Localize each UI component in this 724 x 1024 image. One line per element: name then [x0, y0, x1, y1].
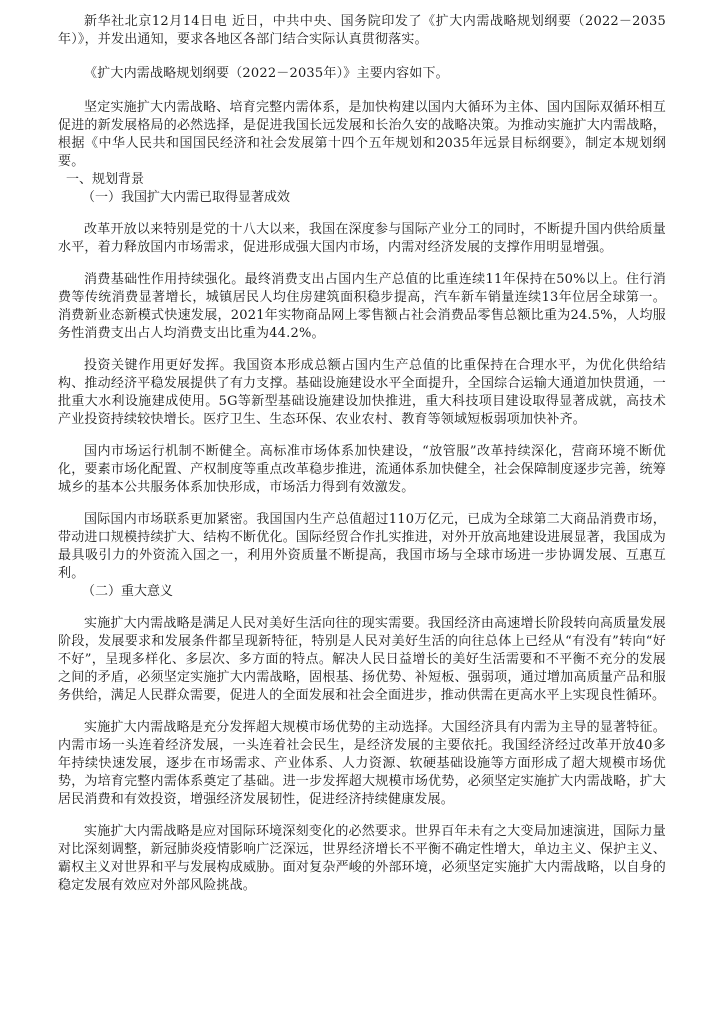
body-paragraph: 消费基础性作用持续强化。最终消费支出占国内生产总值的比重连续11年保持在50%以上。住行消费等传统消费显著增长，城镇居民人均住房建筑面积稳步提高，汽车新车销量连续13年位居全球第一。消费新业态新模式快速发展，2021年实物商品网上零售额占社会消费品零售总额比重为24.5%，人均服务性消费支出占人均消费支出比重为44.2%。 — [58, 272, 666, 341]
body-paragraph: 实施扩大内需战略是应对国际环境深刻变化的必然要求。世界百年未有之大变局加速演进，国际力量对比深刻调整，新冠肺炎疫情影响广泛深远，世界经济增长不平衡不确定性增大，单边主义、保护主义、霸权主义对世界和平与发展构成威胁。面对复杂严峻的外部环境，必须坚定实施扩大内需战略，以自身的稳定发展有效应对外部风险挑战。 — [58, 824, 666, 893]
body-paragraph: 改革开放以来特别是党的十八大以来，我国在深度参与国际产业分工的同时，不断提升国内供给质量水平，着力释放国内市场需求，促进形成强大国内市场，内需对经济发展的支撑作用明显增强。 — [58, 222, 666, 255]
body-paragraph: 实施扩大内需战略是充分发挥超大规模市场优势的主动选择。大国经济具有内需为主导的显著特征。内需市场一头连着经济发展，一头连着社会民生，是经济发展的主要依托。我国经济经过改革开放40多年持续快速发展，逐步在市场需求、产业体系、人力资源、软硬基础设施等方面形成了超大规模市场优势，为培育完整内需体系奠定了基础。进一步发挥超大规模市场优势，必须坚定实施扩大内需战略，扩大居民消费和有效投资，增强经济发展韧性，促进经济持续健康发展。 — [58, 720, 666, 807]
body-paragraph: 国际国内市场联系更加紧密。我国国内生产总值超过110万亿元，已成为全球第二大商品消费市场，带动进口规模持续扩大、结构不断优化。国际经贸合作扎实推进，对外开放高地建设进展显著，我国成为最具吸引力的外资流入国之一，利用外资质量不断提高，我国市场与全球市场进一步协调发展、互惠互利。 — [58, 512, 666, 581]
body-paragraph: 投资关键作用更好发挥。我国资本形成总额占国内生产总值的比重保持在合理水平，为优化供给结构、推动经济平稳发展提供了有力支撑。基础设施建设水平全面提升，全国综合运输大通道加快贯通，一批重大水利设施建成使用。5G等新型基础设施建设加快推进，重大科技项目建设取得显著成就，高技术产业投资持续较快增长。医疗卫生、生态环保、农业农村、教育等领域短板弱项加快补齐。 — [58, 358, 666, 427]
section-heading-background: 一、规划背景 — [66, 172, 145, 187]
body-paragraph: 实施扩大内需战略是满足人民对美好生活向往的现实需要。我国经济由高速增长阶段转向高质量发展阶段，发展要求和发展条件都呈现新特征，特别是人民对美好生活的向往总体上已经从“有没有”转向“好不好”，呈现多样化、多层次、多方面的特点。解决人民日益增长的美好生活需要和不平衡不充分的发展之间的矛盾，必须坚定实施扩大内需战略，固根基、扬优势、补短板、强弱项，通过增加高质量产品和服务供给，满足人民群众需要，促进人的全面发展和社会全面进步，推动供需在更高水平上实现良性循环。 — [58, 616, 666, 703]
intro-purpose-paragraph: 坚定实施扩大内需战略、培育完整内需体系，是加快构建以国内大循环为主体、国内国际双循环相互促进的新发展格局的必然选择，是促进我国长远发展和长治久安的战略决策。为推动实施扩大内需战略，根据《中华人民共和国国民经济和社会发展第十四个五年规划和2035年远景目标纲要》，制定本规划纲要。 — [58, 100, 666, 169]
body-paragraph: 国内市场运行机制不断健全。高标准市场体系加快建设，“放管服”改革持续深化，营商环境不断优化，要素市场化配置、产权制度等重点改革稳步推进，流通体系加快健全，社会保障制度逐步完善，统筹城乡的基本公共服务体系加快形成，市场活力得到有效激发。 — [58, 444, 666, 495]
subsection-heading-significance: （二）重大意义 — [82, 584, 174, 599]
intro-dateline-paragraph: 新华社北京12月14日电 近日，中共中央、国务院印发了《扩大内需战略规划纲要（2022－2035年）》，并发出通知，要求各地区各部门结合实际认真贯彻落实。 — [58, 14, 666, 47]
subsection-heading-achievements: （一）我国扩大内需已取得显著成效 — [82, 190, 291, 205]
intro-summary-paragraph: 《扩大内需战略规划纲要（2022－2035年）》主要内容如下。 — [84, 66, 449, 81]
article-body — [58, 13, 666, 895]
